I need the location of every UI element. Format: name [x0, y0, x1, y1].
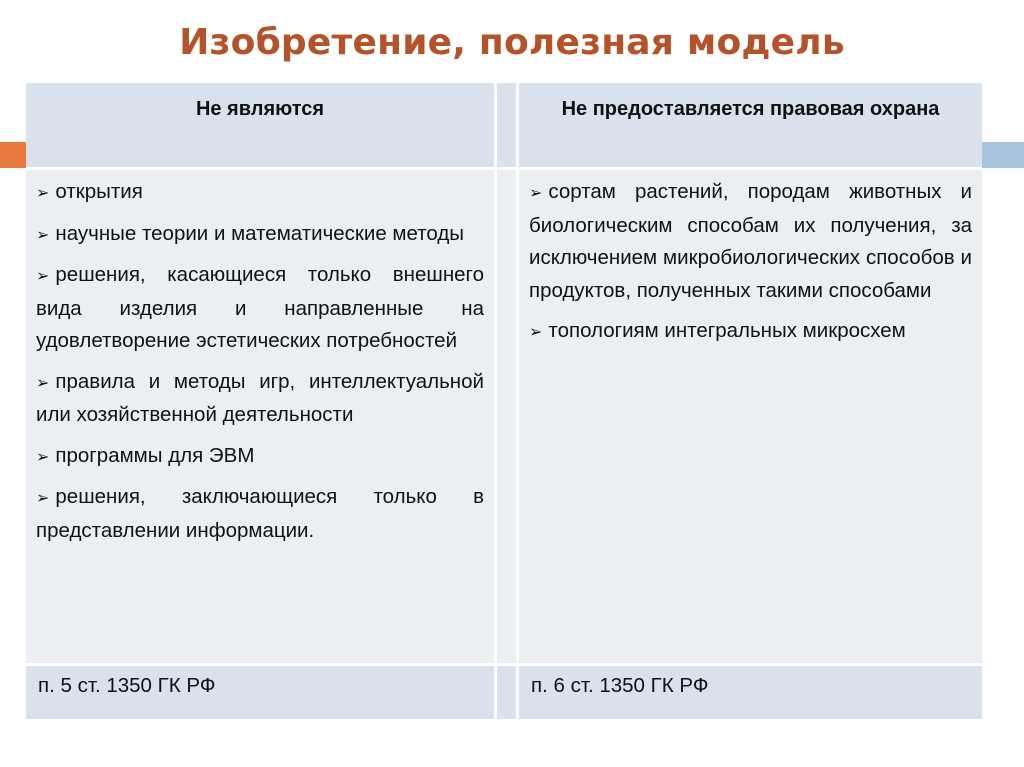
left-list-item — [36, 218, 484, 252]
arrow-bullet-icon: ➢ — [36, 224, 50, 244]
right-column-body — [519, 170, 982, 663]
right-list-item-text: топологиям интегральных микросхем — [548, 319, 906, 342]
left-list-item-text: решения, заключающиеся только в представлении информации. — [36, 485, 484, 542]
left-column-header — [26, 83, 494, 167]
left-header-text: Не являются — [195, 98, 325, 120]
spacer-column-footer — [497, 666, 516, 719]
accent-bar-right — [982, 142, 1024, 168]
right-footer-text: п. 6 ст. 1350 ГК РФ — [531, 674, 709, 697]
arrow-bullet-icon: ➢ — [36, 266, 50, 285]
arrow-bullet-icon: ➢ — [529, 322, 543, 341]
arrow-bullet-icon: ➢ — [36, 446, 50, 466]
right-column-header — [519, 83, 982, 167]
arrow-bullet-icon: ➢ — [36, 183, 50, 202]
right-list-item — [529, 315, 972, 349]
left-footer-text: п. 5 ст. 1350 ГК РФ — [38, 674, 216, 697]
slide-title: Изобретение, полезная модель — [179, 22, 845, 63]
spacer-column-body — [497, 170, 516, 663]
left-column-footer — [26, 666, 494, 719]
arrow-bullet-icon: ➢ — [36, 372, 50, 392]
left-list-item-text: открытия — [55, 180, 143, 203]
left-column-body — [26, 170, 494, 663]
left-list-item — [36, 366, 484, 432]
left-list-item — [36, 440, 484, 474]
right-list-item-text: сортам растений, породам животных и биологическим способам их получения, за исключением микробиологических способов и продуктов, полученных такими способами — [529, 180, 972, 302]
spacer-column-header — [497, 83, 516, 167]
right-list-item — [529, 176, 972, 307]
accent-bar-left — [0, 142, 26, 168]
left-list-item — [36, 259, 484, 358]
left-list-item — [36, 176, 484, 210]
arrow-bullet-icon: ➢ — [529, 183, 543, 202]
left-list-item-text: научные теории и математические методы — [55, 221, 465, 245]
comparison-table — [26, 83, 982, 719]
left-list-item-text: правила и методы игр, интеллектуальной или хозяйственной деятельности — [36, 369, 484, 426]
arrow-bullet-icon: ➢ — [36, 488, 50, 507]
right-column-footer — [519, 666, 982, 719]
left-list-item — [36, 481, 484, 547]
left-list-item-text: решения, касающиеся только внешнего вида изделия и направленные на удовлетворение эстетических потребностей — [36, 263, 484, 352]
right-header-text: Не предоставляется правовая охрана — [561, 98, 940, 120]
left-list-item-text: программы для ЭВМ — [55, 443, 255, 467]
